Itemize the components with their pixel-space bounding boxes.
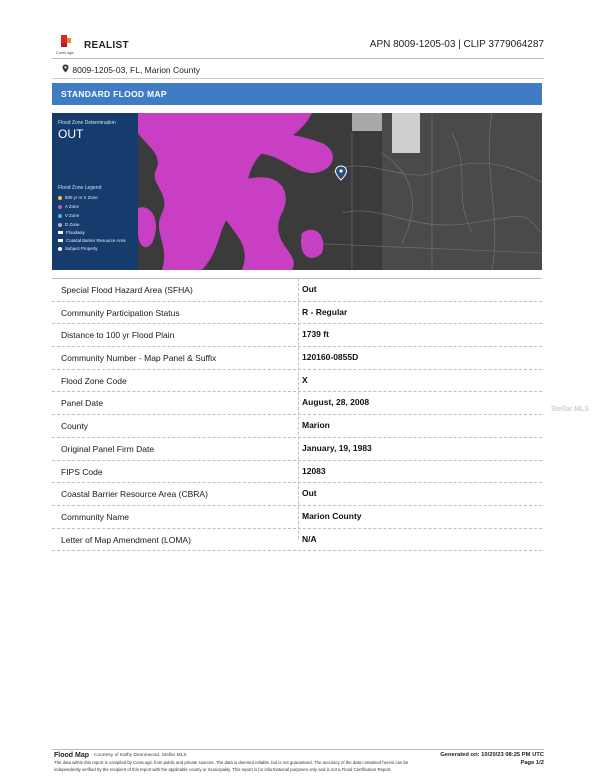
table-row xyxy=(52,506,542,529)
row-label: Distance to 100 yr Flood Plain xyxy=(61,330,175,341)
logo-text: CoreLogic xyxy=(55,50,75,55)
legend-dot-icon xyxy=(58,247,62,251)
row-value: 12083 xyxy=(302,465,326,476)
section-banner xyxy=(52,83,542,105)
footer-courtesy: Courtesy of Kathy Dannewood, Stellar MLS xyxy=(94,753,187,758)
determination-value: OUT xyxy=(58,127,84,141)
brand-name: REALIST xyxy=(84,40,129,51)
table-row xyxy=(52,302,542,325)
table-row xyxy=(52,347,542,370)
location-text: 8009-1205-03, FL, Marion County xyxy=(72,65,200,75)
location-divider xyxy=(52,78,544,79)
header-divider xyxy=(52,58,544,59)
table-row xyxy=(52,370,542,393)
flood-details-table xyxy=(52,278,542,551)
row-value: Out xyxy=(302,488,317,499)
footer-disclaimer: independently verified by the recipient of this report with the applicable county or municipality. This report is for informational purposes only and is not a Flood Certification Report. xyxy=(54,767,392,772)
map-pin-icon xyxy=(62,64,70,75)
row-value: Marion County xyxy=(302,510,362,521)
legend-dot-icon xyxy=(58,223,62,227)
determination-label: Flood Zone Determination xyxy=(58,120,116,126)
legend-item: 500 yr or X Zone xyxy=(58,195,98,200)
row-label: County xyxy=(61,421,88,432)
legend-item: Floodway xyxy=(58,230,85,235)
row-value: August, 28, 2008 xyxy=(302,397,370,408)
table-row xyxy=(52,483,542,506)
row-label: Original Panel Firm Date xyxy=(61,443,155,454)
footer-divider xyxy=(52,749,544,750)
legend-item: Coastal Barrier Resource Area xyxy=(58,238,126,243)
page-number: Page 1/2 xyxy=(520,760,544,766)
legend-square-icon xyxy=(58,231,63,234)
row-label: Special Flood Hazard Area (SFHA) xyxy=(61,285,193,295)
row-value: 1739 ft xyxy=(302,329,329,340)
row-value: 120160-0855D xyxy=(302,352,359,363)
table-row xyxy=(52,461,542,484)
footer-generated: Generated on: 10/20/23 08:25 PM UTC xyxy=(440,752,544,758)
corelogic-logo xyxy=(52,34,78,56)
legend-dot-icon xyxy=(58,196,62,200)
row-value: X xyxy=(302,374,308,385)
footer-title: Flood Map xyxy=(54,752,89,759)
legend-dot-icon xyxy=(58,205,62,209)
legend-item: Subject Property xyxy=(58,246,97,251)
row-label: Letter of Map Amendment (LOMA) xyxy=(61,534,191,545)
table-row xyxy=(52,278,542,302)
footer-disclaimer: The data within this report is compiled by CoreLogic from public and private sources. The data is deemed reliable, but is not guaranteed. The accuracy of the data contained herein can be xyxy=(54,760,409,765)
row-value: January, 19, 1983 xyxy=(302,442,372,453)
row-label: Community Number - Map Panel & Suffix xyxy=(61,353,217,364)
flood-map[interactable] xyxy=(52,113,542,270)
table-row xyxy=(52,415,542,438)
row-label: Community Participation Status xyxy=(61,307,180,318)
property-location xyxy=(62,64,200,75)
row-value: Out xyxy=(302,284,317,294)
legend-item: A Zone xyxy=(58,204,79,209)
row-label: Coastal Barrier Resource Area (CBRA) xyxy=(61,489,208,500)
row-label: FIPS Code xyxy=(61,466,103,477)
table-row xyxy=(52,324,542,347)
legend-dot-icon xyxy=(58,214,62,218)
table-row xyxy=(52,438,542,461)
table-row xyxy=(52,392,542,415)
watermark: Stellar MLS xyxy=(551,406,590,413)
legend-square-icon xyxy=(58,239,63,242)
row-label: Community Name xyxy=(61,511,130,522)
table-row xyxy=(52,529,542,552)
legend-item: V Zone xyxy=(58,213,79,218)
legend-item: D Zone xyxy=(58,222,79,227)
row-label: Panel Date xyxy=(61,398,104,409)
table-column-divider xyxy=(298,278,299,539)
apn-clip: APN 8009-1205-03 | CLIP 3779064287 xyxy=(369,39,544,50)
row-value: Marion xyxy=(302,420,330,431)
legend-title: Flood Zone Legend xyxy=(58,185,102,191)
report-header xyxy=(52,34,544,56)
row-value: N/A xyxy=(302,533,317,544)
flood-legend-panel xyxy=(52,113,138,270)
row-label: Flood Zone Code xyxy=(61,375,127,386)
section-title: STANDARD FLOOD MAP xyxy=(61,89,167,99)
row-value: R - Regular xyxy=(302,306,348,317)
